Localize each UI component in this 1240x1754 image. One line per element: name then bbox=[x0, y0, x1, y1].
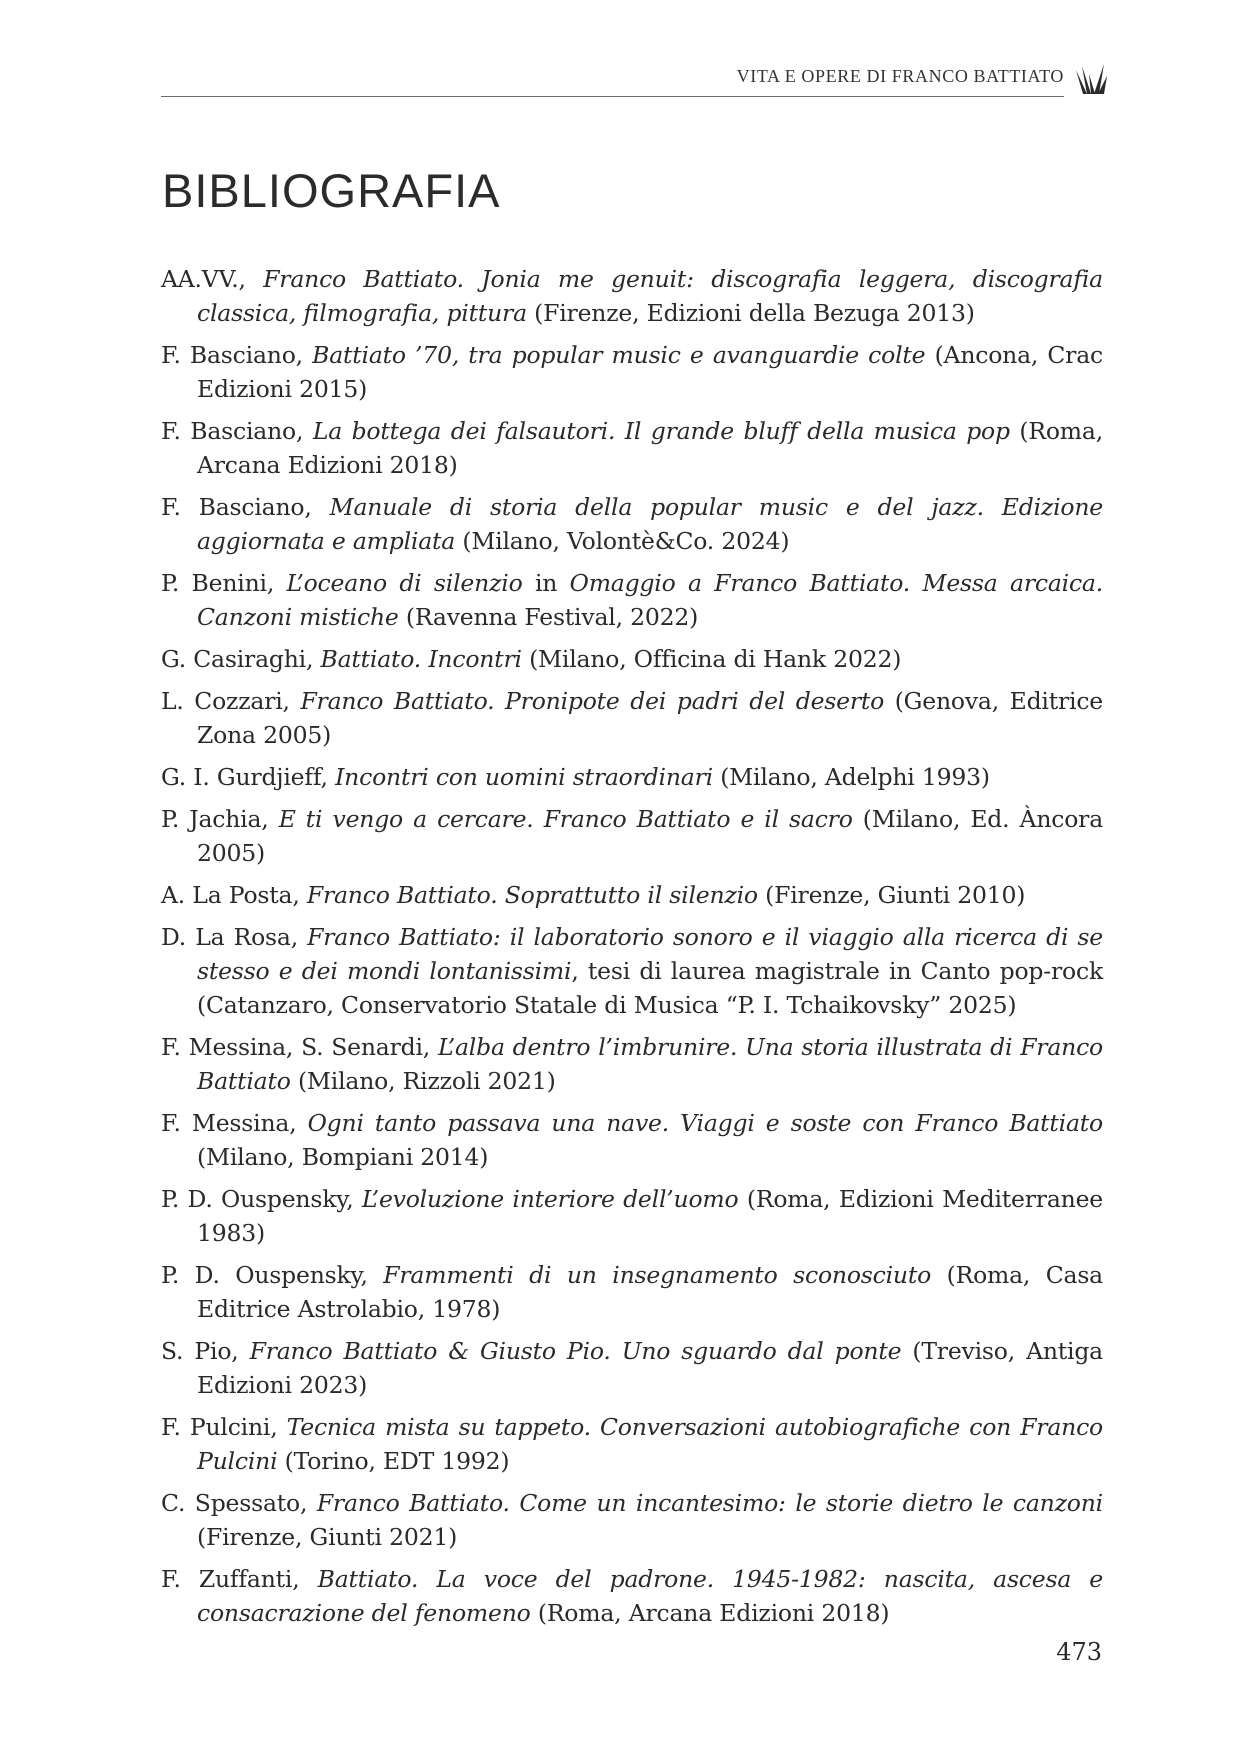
bibliography-entry bbox=[161, 1334, 1103, 1402]
bibliography-entry bbox=[161, 566, 1103, 634]
entry-author: F. Messina, bbox=[161, 1109, 308, 1137]
entry-author: P. D. Ouspensky, bbox=[161, 1185, 362, 1213]
chapter-title: BIBLIOGRAFIA bbox=[162, 164, 501, 217]
entry-author: F. Basciano, bbox=[161, 493, 330, 521]
bibliography-entry bbox=[161, 878, 1103, 912]
running-head-title: VITA E OPERE DI FRANCO BATTIATO bbox=[736, 66, 1064, 86]
entry-author: S. Pio, bbox=[161, 1337, 250, 1365]
entry-publication: (Firenze, Edizioni della Bezuga 2013) bbox=[526, 299, 975, 327]
entry-title: Frammenti di un insegnamento sconosciuto bbox=[383, 1261, 932, 1289]
entry-title: Battiato. La voce del padrone. 1945-1982: nascita, ascesa e consacrazione del fenomeno bbox=[197, 1565, 1104, 1627]
entry-publication: (Roma, Edizioni Mediterranee 1983) bbox=[197, 1185, 1103, 1247]
entry-author: G. Casiraghi, bbox=[161, 645, 321, 673]
entry-publication: (Milano, Ed. Àncora 2005) bbox=[197, 805, 1104, 867]
entry-author: P. Jachia, bbox=[161, 805, 279, 833]
entry-author: L. Cozzari, bbox=[161, 687, 301, 715]
bibliography-entry bbox=[161, 760, 1103, 794]
entry-author: F. Messina, S. Senardi, bbox=[161, 1033, 438, 1061]
page-number: 473 bbox=[1056, 1638, 1102, 1666]
entry-author: P. D. Ouspensky, bbox=[161, 1261, 384, 1289]
entry-title: L’evoluzione interiore dell’uomo bbox=[361, 1185, 739, 1213]
entry-title: L’alba dentro l’imbrunire. Una storia illustrata di Franco Battiato bbox=[197, 1033, 1104, 1095]
entry-publication: (Milano, Adelphi 1993) bbox=[712, 763, 990, 791]
entry-connector: in bbox=[522, 569, 570, 597]
entry-author: D. La Rosa, bbox=[161, 923, 308, 951]
entry-publication: (Ancona, Crac Edizioni 2015) bbox=[197, 341, 1103, 403]
running-head bbox=[161, 64, 1064, 97]
entry-publication: (Torino, EDT 1992) bbox=[277, 1447, 510, 1475]
bibliography-entry bbox=[161, 684, 1103, 752]
entry-author: C. Spessato, bbox=[161, 1489, 317, 1517]
entry-title-secondary: Omaggio a Franco Battiato. Messa arcaica. Canzoni mistiche bbox=[197, 569, 1103, 631]
entry-publication: (Ravenna Festival, 2022) bbox=[398, 603, 699, 631]
bibliography-entry bbox=[161, 1562, 1103, 1630]
entry-title: Franco Battiato. Soprattutto il silenzio bbox=[306, 881, 758, 909]
entry-publication: (Genova, Editrice Zona 2005) bbox=[197, 687, 1103, 749]
bibliography-entry bbox=[161, 802, 1103, 870]
bibliography-entry bbox=[161, 1410, 1103, 1478]
entry-publication: (Milano, Bompiani 2014) bbox=[197, 1143, 489, 1171]
entry-publication: (Milano, Officina di Hank 2022) bbox=[521, 645, 902, 673]
bibliography-list bbox=[161, 262, 1103, 1638]
entry-author: G. I. Gurdjieff, bbox=[161, 763, 336, 791]
entry-title: Tecnica mista su tappeto. Conversazioni autobiografiche con Franco Pulcini bbox=[197, 1413, 1103, 1475]
entry-author: P. Benini, bbox=[161, 569, 287, 597]
entry-title: Franco Battiato & Giusto Pio. Uno sguardo dal ponte bbox=[249, 1337, 902, 1365]
grass-logo-icon bbox=[1074, 62, 1108, 96]
bibliography-entry bbox=[161, 1106, 1103, 1174]
entry-title: Battiato. Incontri bbox=[320, 645, 522, 673]
entry-title: L’oceano di silenzio bbox=[286, 569, 523, 597]
bibliography-entry bbox=[161, 338, 1103, 406]
entry-title: Ogni tanto passava una nave. Viaggi e soste con Franco Battiato bbox=[307, 1109, 1103, 1137]
entry-author: F. Basciano, bbox=[161, 341, 313, 369]
bibliography-entry bbox=[161, 1486, 1103, 1554]
entry-title: Incontri con uomini straordinari bbox=[335, 763, 713, 791]
entry-title: Franco Battiato. Jonia me genuit: discografia leggera, discografia classica, filmografia, pittura bbox=[197, 265, 1103, 327]
bibliography-entry bbox=[161, 920, 1103, 1022]
entry-title: Franco Battiato. Come un incantesimo: le storie dietro le canzoni bbox=[316, 1489, 1103, 1517]
entry-title: Manuale di storia della popular music e del jazz. Edizione aggiornata e ampliata bbox=[197, 493, 1103, 555]
bibliography-entry bbox=[161, 1258, 1103, 1326]
entry-title: Franco Battiato: il laboratorio sonoro e il viaggio alla ricerca di se stesso e dei mondi lontanissimi bbox=[197, 923, 1103, 985]
entry-title: Battiato ’70, tra popular music e avanguardie colte bbox=[312, 341, 926, 369]
entry-publication: (Treviso, Antiga Edizioni 2023) bbox=[197, 1337, 1103, 1399]
entry-author: F. Zuffanti, bbox=[161, 1565, 318, 1593]
entry-publication: (Milano, Volontè&Co. 2024) bbox=[455, 527, 790, 555]
entry-publication: (Firenze, Giunti 2021) bbox=[197, 1523, 458, 1551]
bibliography-entry bbox=[161, 1030, 1103, 1098]
entry-publication: (Roma, Casa Editrice Astrolabio, 1978) bbox=[197, 1261, 1103, 1323]
bibliography-entry bbox=[161, 490, 1103, 558]
entry-publication: (Milano, Rizzoli 2021) bbox=[290, 1067, 556, 1095]
entry-publication: , tesi di laurea magistrale in Canto pop-rock (Catanzaro, Conservatorio Statale di Musica “P. I. Tchaikovsky” 2025) bbox=[197, 957, 1103, 1019]
entry-author: F. Basciano, bbox=[161, 417, 313, 445]
bibliography-entry bbox=[161, 414, 1103, 482]
entry-publication: (Roma, Arcana Edizioni 2018) bbox=[197, 417, 1103, 479]
entry-publication: (Roma, Arcana Edizioni 2018) bbox=[530, 1599, 890, 1627]
entry-publication: (Firenze, Giunti 2010) bbox=[757, 881, 1026, 909]
bibliography-entry bbox=[161, 1182, 1103, 1250]
entry-author: F. Pulcini, bbox=[161, 1413, 287, 1441]
bibliography-entry bbox=[161, 642, 1103, 676]
entry-title: Franco Battiato. Pronipote dei padri del deserto bbox=[300, 687, 885, 715]
entry-author: AA.VV., bbox=[161, 265, 264, 293]
bibliography-entry bbox=[161, 262, 1103, 330]
entry-title: La bottega dei falsautori. Il grande bluff della musica pop bbox=[312, 417, 1010, 445]
entry-title: E ti vengo a cercare. Franco Battiato e il sacro bbox=[278, 805, 853, 833]
entry-author: A. La Posta, bbox=[161, 881, 307, 909]
